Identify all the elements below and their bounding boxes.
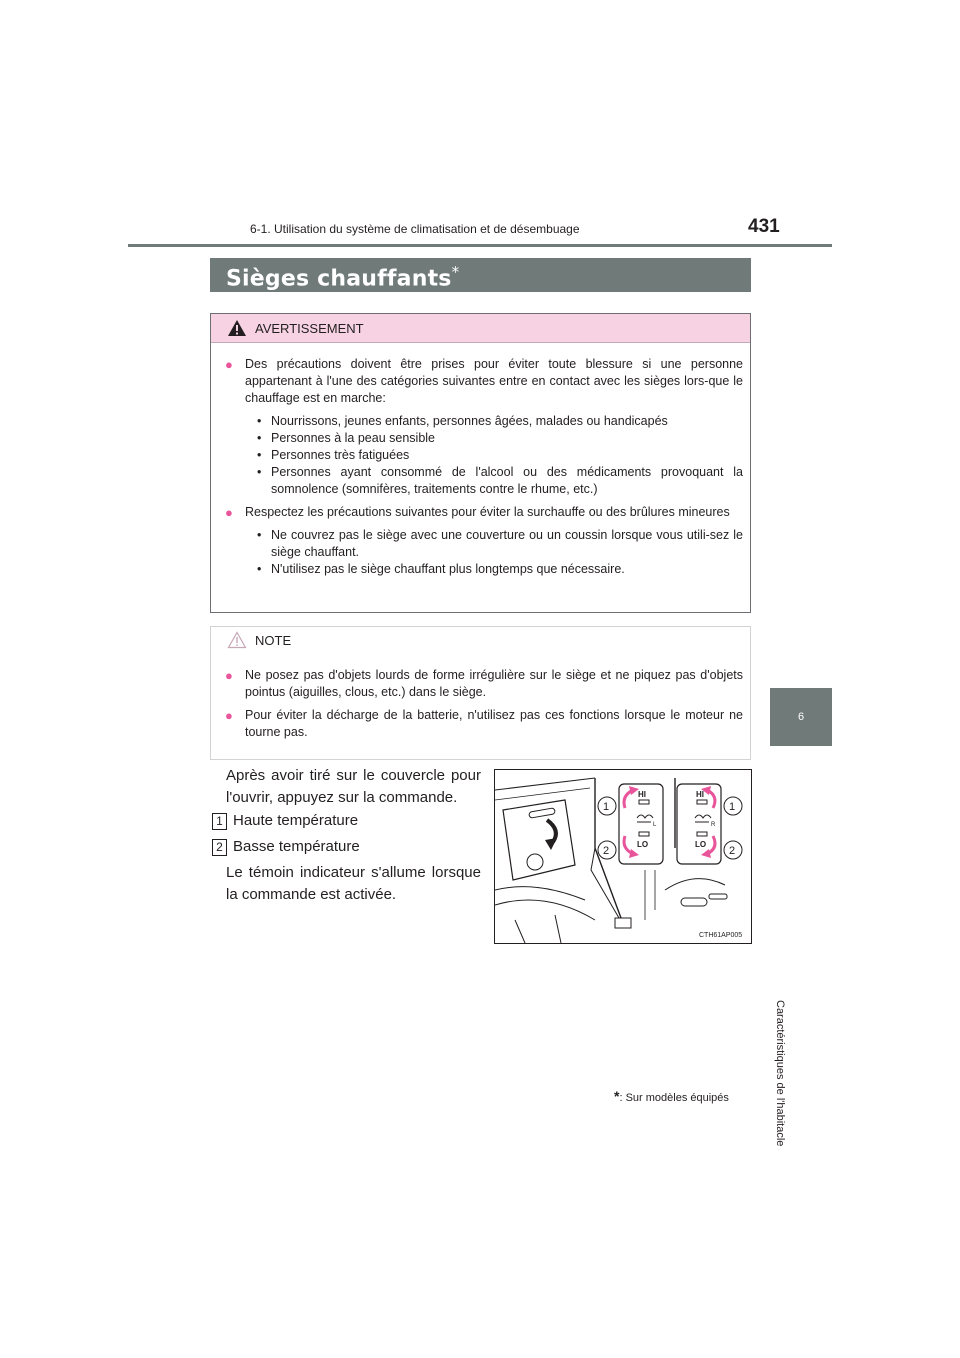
hi-label-left: HI (638, 790, 646, 799)
page-title-text: Sièges chauffants (226, 266, 452, 292)
dashboard-drawing (495, 770, 751, 943)
caution-icon (227, 631, 247, 649)
list-item: • Personnes à la peau sensible (257, 431, 436, 445)
warning-content (225, 356, 743, 578)
chapter-title-text: Caractéristiques de l'habitacle (774, 1000, 786, 1147)
illustration-code: CTH61AP005 (699, 932, 743, 939)
list-item: • Personnes très fatiguées (257, 448, 410, 462)
hi-label-right: HI (696, 790, 704, 799)
warning-header (211, 314, 750, 343)
note-bullet (225, 707, 743, 741)
note-bullet-text: Pour éviter la décharge de la batterie, n'utilisez pas ces fonctions lorsque le moteur ne tourne pas. (245, 708, 743, 739)
warning-bullet (225, 504, 743, 521)
note-box (210, 626, 751, 760)
header-rule (128, 244, 832, 247)
list-item-text: Personnes très fatiguées (271, 448, 410, 462)
instruction-item-2 (212, 836, 360, 858)
seat-heater-illustration (494, 769, 752, 944)
note-header (211, 627, 750, 653)
right-seat-mark: R (711, 822, 716, 828)
list-item-text: Personnes à la peau sensible (271, 431, 436, 445)
list-item-text: Personnes ayant consommé de l'alcool ou des médicaments provoquant la somnolence (somnifères, traitements contre le rhume, etc.) (271, 465, 743, 496)
instructions-intro: Après avoir tiré sur le couvercle pour l'ouvrir, appuyez sur la commande. (226, 767, 481, 806)
note-content (225, 667, 743, 741)
footnote-star: * (614, 1088, 620, 1104)
chapter-tab[interactable]: 6 (770, 688, 832, 746)
instructions-outro: Le témoin indicateur s'allume lorsque la commande est activée. (226, 864, 481, 903)
instruction-item-text: Basse température (233, 838, 360, 855)
note-bullet-text: Ne posez pas d'objets lourds de forme irrégulière sur le siège et ne piquez pas d'objets pointus (aiguilles, clous, etc.) dans le siège. (245, 668, 743, 699)
number-badge: 2 (212, 839, 227, 856)
list-item-text: N'utilisez pas le siège chauffant plus longtemps que nécessaire. (271, 562, 625, 576)
list-item-text: Nourrissons, jeunes enfants, personnes âgées, malades ou handicapés (271, 414, 668, 428)
warning-title: AVERTISSEMENT (255, 321, 364, 336)
bullet-dot-icon: ● (225, 668, 233, 683)
callout-2-left: 2 (603, 845, 610, 857)
callout-1-right: 1 (729, 801, 736, 813)
callout-1-left: 1 (603, 801, 610, 813)
note-bullet (225, 667, 743, 701)
warning-bullet (225, 356, 743, 407)
number-badge: 1 (212, 813, 227, 830)
title-star: * (451, 263, 460, 281)
list-item: • Personnes ayant consommé de l'alcool ou des médicaments provoquant la somnolence (somnifères, traitements contre le rhume, etc.) (257, 465, 743, 496)
lo-label-left: LO (637, 840, 649, 849)
note-title: NOTE (255, 633, 292, 648)
left-seat-mark: L (653, 822, 657, 828)
footnote-text: : Sur modèles équipés (619, 1092, 729, 1104)
warning-icon (227, 319, 247, 337)
warning-bullet-text: Respectez les précautions suivantes pour éviter la surchauffe ou des brûlures mineures (245, 505, 730, 519)
bullet-dot-icon: ● (225, 505, 233, 520)
instruction-item-text: Haute température (233, 812, 359, 829)
lo-label-right: LO (695, 840, 707, 849)
list-item: • N'utilisez pas le siège chauffant plus longtemps que nécessaire. (257, 562, 625, 576)
list-item-text: Ne couvrez pas le siège avec une couverture ou un coussin lorsque vous utili-sez le siège chauffant. (271, 528, 743, 559)
warning-bullet-text: Des précautions doivent être prises pour éviter toute blessure si une personne appartenant à l'une des catégories suivantes entre en contact avec les sièges lors-que le chauffage est en marche: (245, 357, 743, 405)
footnote (614, 1088, 729, 1104)
warning-box (210, 313, 751, 613)
bullet-dot-icon: ● (225, 357, 233, 372)
instruction-item-1 (212, 810, 358, 832)
list-item: • Ne couvrez pas le siège avec une couverture ou un coussin lorsque vous utili-sez le siège chauffant. (257, 528, 743, 559)
page-title (226, 263, 459, 291)
page-number: 431 (748, 216, 780, 237)
section-heading: 6-1. Utilisation du système de climatisation et de désembuage (250, 222, 580, 236)
bullet-dot-icon: ● (225, 708, 233, 723)
title-bar (210, 258, 751, 292)
callout-2-right: 2 (729, 845, 736, 857)
list-item: • Nourrissons, jeunes enfants, personnes âgées, malades ou handicapés (257, 414, 668, 428)
